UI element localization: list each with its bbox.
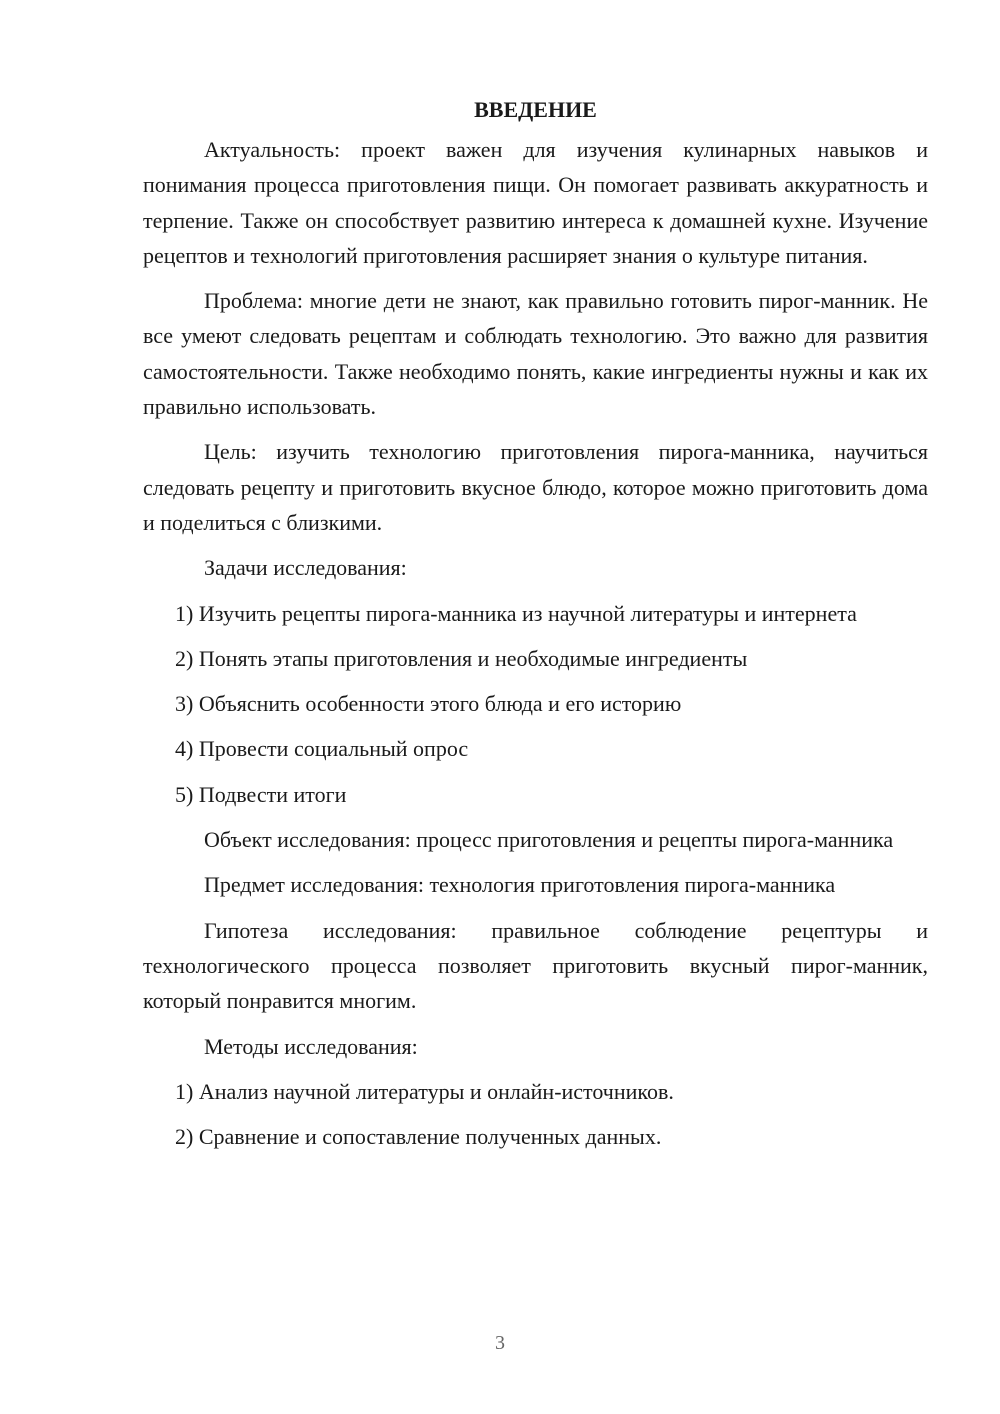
task-item-3: 3) Объяснить особенности этого блюда и его историю (175, 691, 682, 717)
problem-paragraph: Проблема: многие дети не знают, как правильно готовить пирог-манник. Не все умеют следовать рецептам и соблюдать технологию. Это важно для развития самостоятельности. Также необходимо понять, какие ингредиенты нужны и как их правильно использовать. (143, 288, 928, 420)
subject-paragraph: Предмет исследования: технология приготовления пирога-манника (204, 872, 836, 898)
methods-heading: Методы исследования: (204, 1033, 418, 1059)
task-item-4: 4) Провести социальный опрос (175, 736, 469, 762)
task-item-1: 1) Изучить рецепты пирога-манника из научной литературы и интернета (175, 600, 857, 626)
task-item-5: 5) Подвести итоги (175, 781, 347, 807)
page-title: ВВЕДЕНИЕ (474, 97, 597, 122)
document-page (143, 92, 928, 1164)
goal-paragraph: Цель: изучить технологию приготовления пирога-манника, научиться следовать рецепту и приготовить вкусное блюдо, которое можно приготовить дома и поделиться с близкими. (143, 439, 928, 535)
method-item-1: 1) Анализ научной литературы и онлайн-источников. (175, 1078, 674, 1104)
tasks-heading: Задачи исследования: (204, 555, 407, 581)
relevance-paragraph: Актуальность: проект важен для изучения кулинарных навыков и понимания процесса приготовления пищи. Он помогает развивать аккуратность и терпение. Также он способствует развитию интереса к домашней кухне. Изучение рецептов и технологий приготовления расширяет знания о культуре питания. (143, 137, 928, 268)
method-item-2: 2) Сравнение и сопоставление полученных данных. (175, 1124, 662, 1150)
task-item-2: 2) Понять этапы приготовления и необходимые ингредиенты (175, 645, 748, 671)
hypothesis-paragraph: Гипотеза исследования: правильное соблюдение рецептуры и технологического процесса позволяет приготовить вкусный пирог-манник, который понравится многим. (143, 917, 928, 1014)
page-number: 3 (495, 1332, 505, 1354)
object-paragraph: Объект исследования: процесс приготовления и рецепты пирога-манника (204, 827, 894, 853)
